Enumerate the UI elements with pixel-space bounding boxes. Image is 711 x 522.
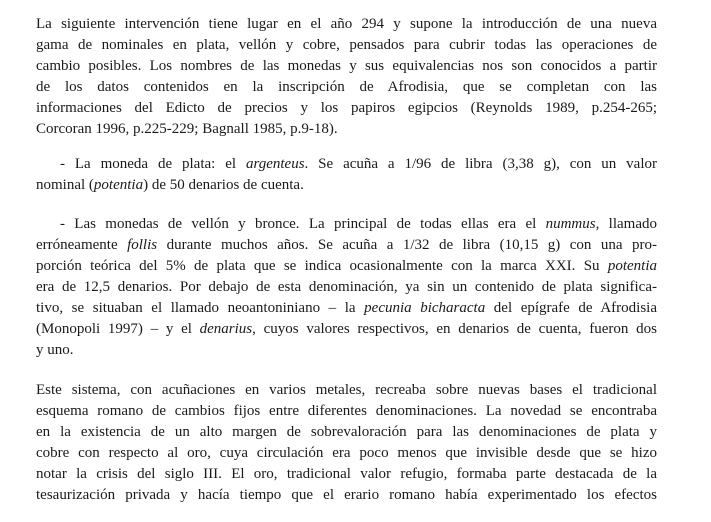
text-line: Este sistema, con acuñaciones en varios metales, recreaba sobre nuevas bases el tradicional [36, 382, 657, 398]
text-line: cambio posibles. Los nombres de las monedas y sus equivalencias nos son conocidos a partir [36, 58, 657, 74]
text-line: era de 12,5 denarios. Por debajo de esta denominación, ya sin un contenido de plata significa- [36, 279, 657, 295]
text-line: informaciones del Edicto de precios y los papiros egipcios (Reynolds 1989, p.254-265; [36, 100, 657, 116]
text-line: tesaurización privada y hacía tiempo que el erario romano había experimentado los efectos [36, 487, 657, 503]
text-line: (Monopoli 1997) – y el denarius, cuyos valores respectivos, en denarios de cuenta, fueron dos [36, 321, 657, 337]
paragraph-silver-coin [36, 154, 657, 196]
paragraph-system [36, 380, 657, 506]
text-line: de los datos contenidos en la inscripción de Afrodisia, que se completan con las [36, 79, 657, 95]
text-line: en la existencia de un alto margen de sobrevaloración para las denominaciones de plata y [36, 424, 657, 440]
text-line: notar la crisis del siglo III. El oro, tradicional valor refugio, formaba parte destacada de la [36, 466, 657, 482]
text-line: gama de nominales en plata, vellón y cobre, pensados para cubrir todas las operaciones de [36, 37, 657, 53]
text-line: - La moneda de plata: el argenteus. Se acuña a 1/96 de libra (3,38 g), con un valor [60, 156, 657, 172]
text-line: - Las monedas de vellón y bronce. La principal de todas ellas era el nummus, llamado [60, 216, 657, 232]
paragraph-intro [36, 14, 657, 140]
text-line: La siguiente intervención tiene lugar en el año 294 y supone la introducción de una nueva [36, 16, 657, 32]
text-line: porción teórica del 5% de plata que se indica ocasionalmente con la marca XXI. Su potentia [36, 258, 657, 274]
text-line: tivo, se situaban el llamado neoantoniniano – la pecunia bicharacta del epígrafe de Afrodisia [36, 300, 657, 316]
text-line: Corcoran 1996, p.225-229; Bagnall 1985, p.9-18). [36, 121, 338, 137]
paragraph-billon-bronze [36, 214, 657, 361]
text-line: esquema romano de cambios fijos entre diferentes denominaciones. La novedad se encontraba [36, 403, 657, 419]
text-line: nominal (potentia) de 50 denarios de cuenta. [36, 177, 304, 193]
text-line: cobre con respecto al oro, cuya circulación era poco menos que invisible desde que se hizo [36, 445, 657, 461]
text-line: y uno. [36, 342, 74, 358]
document-page [36, 14, 657, 506]
text-line: erróneamente follis durante muchos años. Se acuña a 1/32 de libra (10,15 g) con una pro- [36, 237, 657, 253]
